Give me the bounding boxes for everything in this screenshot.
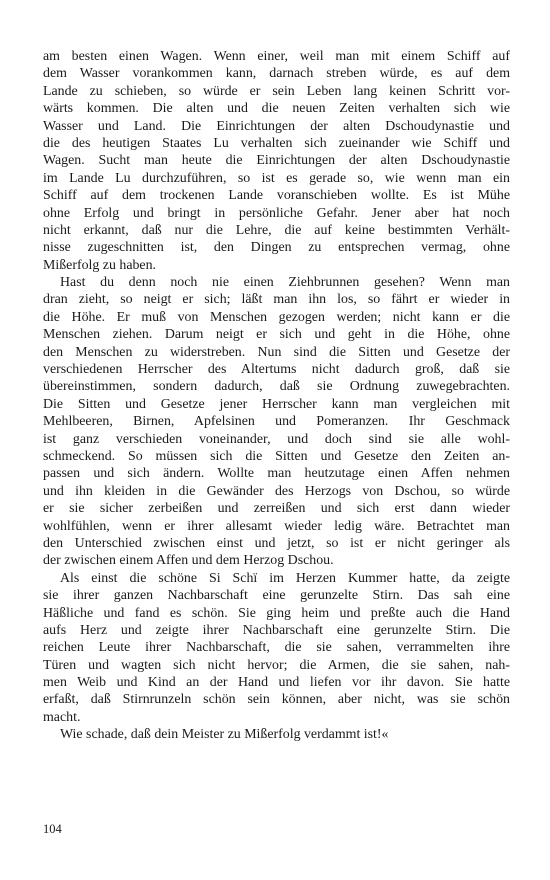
text-line: übereinstimmen, sondern dadurch, daß sie Ordnung zuwegebrachten.	[43, 379, 510, 395]
text-line: Mehlbeeren, Birnen, Apfelsinen und Pomeranzen. Ihr Geschmack	[43, 414, 510, 430]
text-line: Wasser und Land. Die Einrichtungen der alten Dschoudynastie und	[43, 118, 510, 134]
text-line: nicht erkannt, daß nur die Lehre, die auf keine bestimmten Verhält-	[43, 222, 510, 238]
text-line: dem Wasser vorankommen kann, darnach streben würde, es auf dem	[43, 66, 510, 82]
text-line: im Lande Lu durchzuführen, so ist es gerade so, wie wenn man ein	[43, 170, 510, 186]
text-line: sie ihrer ganzen Nachbarschaft eine gerunzelte Stirn. Das sah eine	[43, 588, 510, 604]
text-line: Häßliche und fand es schön. Sie ging heim und preßte auch die Hand	[43, 605, 510, 621]
text-line: ohne Erfolg und bringt in persönliche Gefahr. Jener aber hat noch	[43, 205, 510, 221]
text-line: reichen Leute ihrer Nachbarschaft, die sie sahen, verrammelten ihre	[43, 640, 510, 656]
paragraph-4	[43, 726, 510, 743]
text-line: und ihn kleiden in die Gewänder des Herzogs von Dschou, so würde	[43, 483, 510, 499]
text-line: aufs Herz und zeigte ihrer Nachbarschaft eine gerunzelte Stirn. Die	[43, 622, 510, 638]
text-line: wohlfühlen, wenn er ihrer allesamt wieder ledig wäre. Betrachtet man	[43, 518, 510, 534]
text-line: passen und sich ändern. Wollte man heutzutage einen Affen nehmen	[43, 466, 510, 482]
text-line: am besten einen Wagen. Wenn einer, weil man mit einem Schiff auf	[43, 49, 510, 64]
text-line: Hast du denn noch nie einen Ziehbrunnen gesehen? Wenn man	[60, 275, 510, 291]
text-line: den Menschen zu widerstreben. Nun sind die Sitten und Gesetze der	[43, 344, 510, 360]
text-line: schmeckend. So müssen sich die Sitten und Gesetze den Zeiten an-	[43, 448, 510, 464]
text-line: Wagen. Sucht man heute die Einrichtungen der alten Dschoudynastie	[43, 153, 510, 169]
text-line: Schiff auf dem trockenen Lande voranschieben wollte. Es ist Mühe	[43, 188, 510, 204]
text-line: Mißerfolg zu haben.	[43, 257, 157, 273]
paragraph-3	[43, 570, 510, 727]
page-number: 104	[43, 822, 62, 836]
text-line: Menschen ziehen. Darum neigt er sich und geht in die Höhe, ohne	[43, 327, 510, 343]
text-line: verschiedenen Herrscher des Altertums nicht dadurch groß, daß sie	[43, 362, 510, 378]
text-line: die Höhe. Er muß von Menschen gezogen werden; nicht kann er die	[43, 309, 510, 325]
paragraph-1	[43, 48, 510, 274]
text-line: den Unterschied zwischen einst und jetzt, so ist er nicht geringer als	[43, 535, 510, 551]
text-line: der zwischen einem Affen und dem Herzog Dschou.	[43, 553, 334, 569]
text-line: die des heutigen Staates Lu verhalten sich zueinander wie Schiff und	[43, 135, 510, 151]
text-line: Lande zu schieben, so würde er sein Leben lang keinen Schritt vor-	[43, 83, 510, 99]
paragraph-2	[43, 274, 510, 570]
text-line: macht.	[43, 709, 81, 725]
text-line: erfaßt, daß Stirnrunzeln schön sein können, aber nicht, was sie schön	[43, 692, 510, 708]
text-line: Als einst die schöne Si Schï im Herzen Kummer hatte, da zeigte	[60, 570, 510, 586]
text-line: Türen und wagten sich nicht hervor; die Armen, die sie sahen, nah-	[43, 657, 510, 673]
text-line: Wie schade, daß dein Meister zu Mißerfolg verdammt ist!«	[60, 727, 389, 743]
page-body	[43, 48, 510, 744]
text-line: ist ganz verschieden voneinander, und doch sind sie alle wohl-	[43, 431, 510, 447]
text-line: dran zieht, so neigt er sich; läßt man ihn los, so fährt er wieder in	[43, 292, 510, 308]
text-line: men Weib und Kind an der Hand und liefen vor ihr davon. Sie hatte	[43, 675, 510, 691]
text-line: nisse zugeschnitten ist, den Dingen zu entsprechen vermag, ohne	[43, 240, 510, 256]
text-line: Die Sitten und Gesetze jener Herrscher kann man vergleichen mit	[43, 396, 510, 412]
text-line: er sie sicher zerbeißen und zerreißen und sich erst dann wieder	[43, 501, 510, 517]
text-line: wärts kommen. Die alten und die neuen Zeiten verhalten sich wie	[43, 101, 510, 117]
